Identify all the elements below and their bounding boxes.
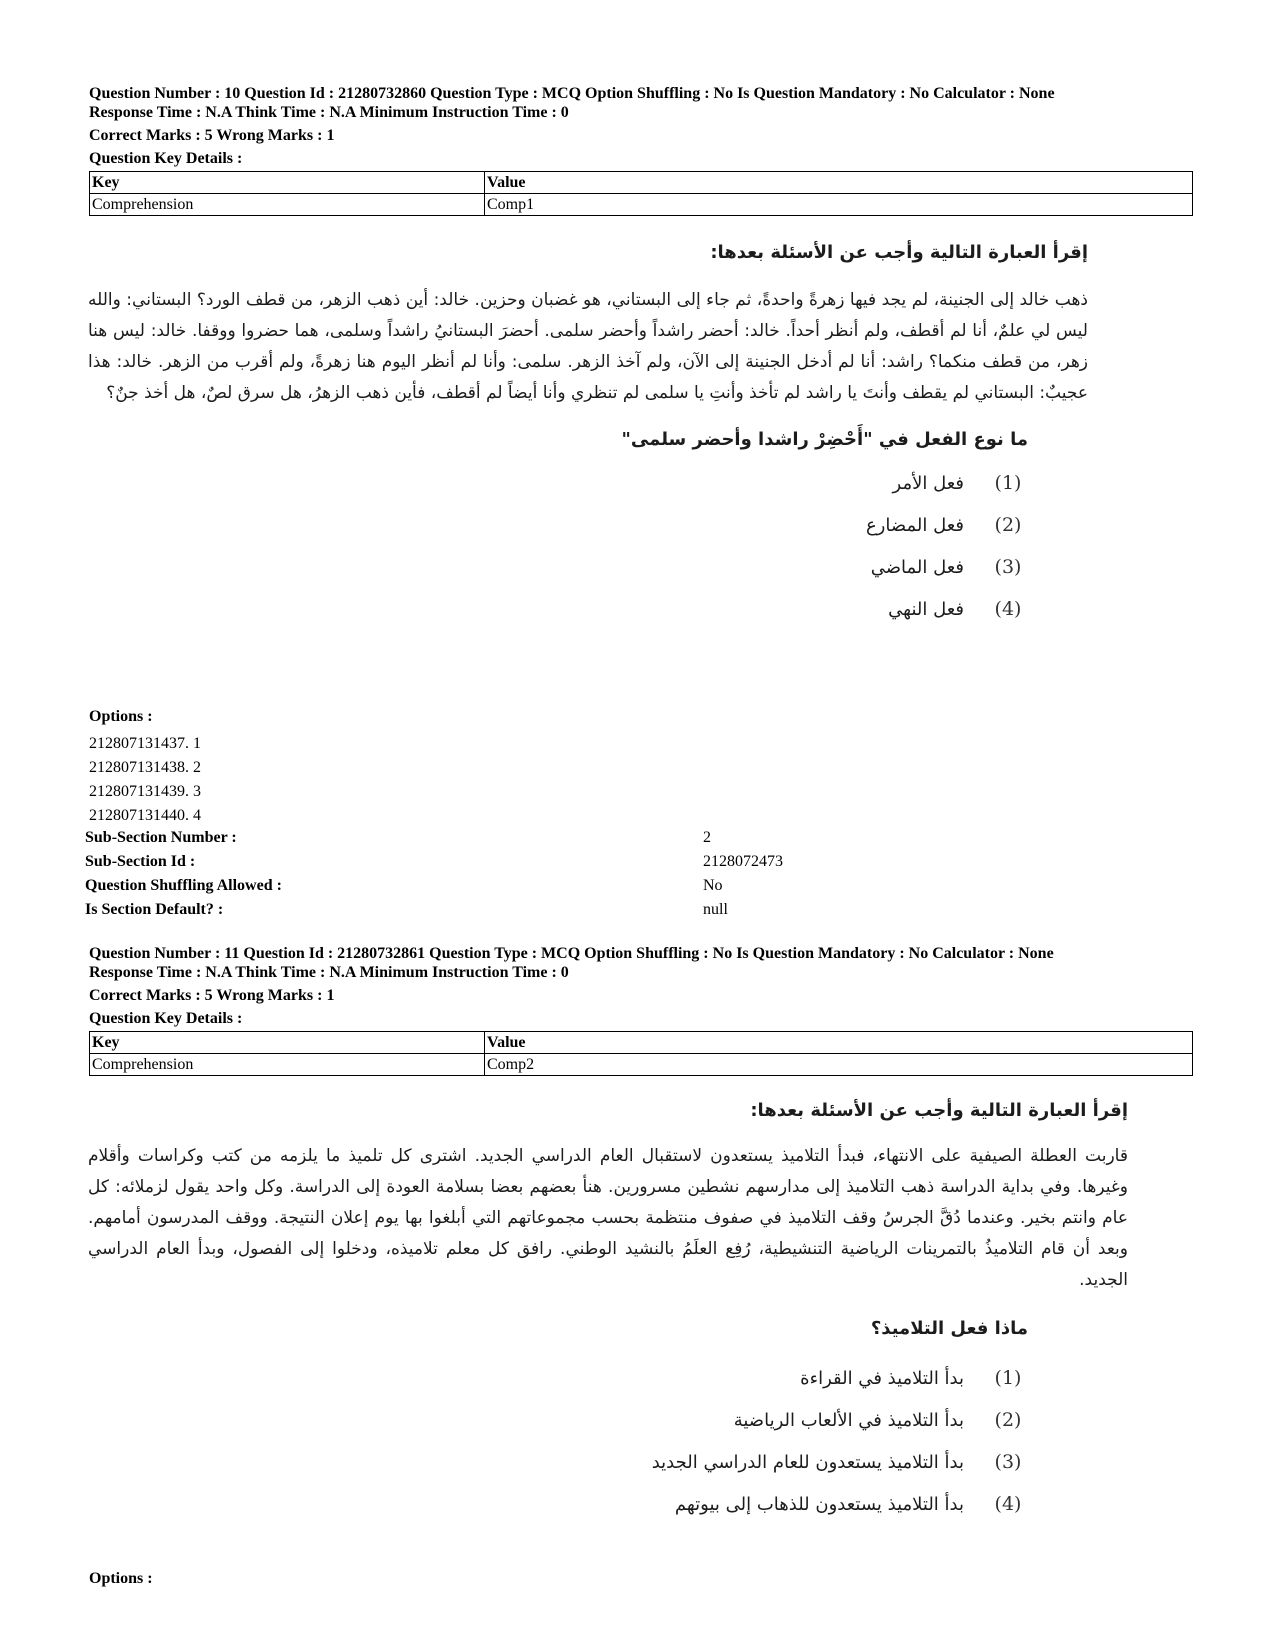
q10-header [89,84,1189,216]
q11-options-label: Options : [89,1570,153,1587]
table-header-value: Value [485,1032,1193,1054]
choice-text: فعل المضارع [865,514,964,536]
q11-key-table [89,1031,1193,1076]
q10-arabic-content [88,242,1088,630]
choice-text: بدأ التلاميذ يستعدون للعام الدراسي الجديد [651,1451,964,1473]
table-row [90,1054,1193,1076]
subsection-value: 2 [703,829,711,846]
table-cell-value: Comp2 [485,1054,1193,1076]
list-item [88,1399,1028,1441]
subsection-label: Sub-Section Number : [85,829,237,846]
list-item: 212807131439. 3 [89,783,201,800]
choice-number: (3) [994,556,1022,578]
choice-number: (2) [994,1409,1022,1431]
list-item [88,588,1028,630]
q10-options-list [89,732,201,828]
subsection-value: 2128072473 [703,853,783,870]
list-item [88,1357,1028,1399]
list-item [88,462,1028,504]
list-item: 212807131437. 1 [89,735,201,752]
list-item: 212807131438. 2 [89,759,201,776]
q10-meta-line2: Response Time : N.A Think Time : N.A Minimum Instruction Time : 0 [89,104,569,121]
table-header-row [90,172,1193,194]
choice-text: بدأ التلاميذ يستعدون للذهاب إلى بيوتهم [674,1493,964,1515]
subsection-value: No [703,877,723,894]
table-row [85,850,985,874]
table-header-key: Key [90,1032,485,1054]
subsection-label: Question Shuffling Allowed : [85,877,282,894]
subsection-value: null [703,901,728,918]
list-item [88,1441,1028,1483]
table-cell-key: Comprehension [90,1054,485,1076]
list-item: 212807131440. 4 [89,807,201,824]
q11-meta-line1: Question Number : 11 Question Id : 21280732861 Question Type : MCQ Option Shuffling : No Is Question Mandatory : No Calculator : None [89,945,1054,962]
list-item [88,504,1028,546]
table-row [85,898,985,922]
choice-number: (4) [994,598,1022,620]
list-item [88,546,1028,588]
subsection-label: Is Section Default? : [85,901,224,918]
q10-key-details-label: Question Key Details : [89,150,243,167]
choice-text: بدأ التلاميذ في الألعاب الرياضية [733,1409,964,1431]
choice-number: (3) [994,1451,1022,1473]
table-cell-key: Comprehension [90,194,485,216]
q11-choices [88,1357,1028,1525]
q10-key-table [89,171,1193,216]
q11-marks: Correct Marks : 5 Wrong Marks : 1 [89,987,335,1004]
choice-number: (1) [994,472,1022,494]
table-header-key: Key [90,172,485,194]
q11-arabic-content [88,1100,1128,1525]
table-header-row [90,1032,1193,1054]
choice-number: (4) [994,1493,1022,1515]
q11-question: ماذا فعل التلاميذ؟ [870,1318,1028,1339]
q11-header [89,944,1189,1076]
subsection-info [85,826,985,922]
q10-options-label: Options : [89,708,153,725]
q11-key-details-label: Question Key Details : [89,1010,243,1027]
table-row [90,194,1193,216]
table-row [85,826,985,850]
choice-number: (1) [994,1367,1022,1389]
q10-question: ما نوع الفعل في "أَحْضِرْ راشدا وأحضر سلمى" [621,429,1028,450]
list-item [88,1483,1028,1525]
q10-meta-line1: Question Number : 10 Question Id : 21280732860 Question Type : MCQ Option Shuffling : No Is Question Mandatory : No Calculator : None [89,85,1055,102]
q11-meta-line2: Response Time : N.A Think Time : N.A Minimum Instruction Time : 0 [89,964,569,981]
q11-passage: قاربت العطلة الصيفية على الانتهاء، فبدأ التلاميذ يستعدون لاستقبال العام الدراسي الجديد. اشترى كل تلميذ ما يلزمه من كتب وكراسات وأقلام وغيرها. وفي بداية الدراسة ذهب التلاميذ إلى مدارسهم نشطين مسرورين. هنأ بعضهم بعضا بسلامة العودة إلى الدراسة. وكل واحد يقول لزملائه: كل عام وانتم بخير. وعندما دُقَّ الجرسُ وقف التلاميذ في صفوف منتظمة بحسب مجموعاتهم التي أبلغوا بها يوم إعلان النتيجة. ووقف المدرسون أمامهم. وبعد أن قام التلاميذُ بالتمرينات الرياضية التنشيطية، رُفِع العلَمُ بالنشيد الوطني. رافق كل معلم تلاميذه، ودخلوا إلى الفصول، وبدأ العام الدراسي الجديد. [88,1146,1128,1290]
choice-text: بدأ التلاميذ في القراءة [800,1367,964,1389]
choice-text: فعل الأمر [892,472,964,494]
q11-instruction: إقرأ العبارة التالية وأجب عن الأسئلة بعدها: [750,1100,1128,1121]
q10-instruction: إقرأ العبارة التالية وأجب عن الأسئلة بعدها: [710,242,1088,263]
subsection-label: Sub-Section Id : [85,853,196,870]
q10-marks: Correct Marks : 5 Wrong Marks : 1 [89,127,335,144]
q10-choices [88,462,1028,630]
choice-text: فعل الماضي [870,556,964,578]
table-header-value: Value [485,172,1193,194]
table-row [85,874,985,898]
table-cell-value: Comp1 [485,194,1193,216]
choice-text: فعل النهي [888,598,964,620]
q10-passage: ذهب خالد إلى الجنينة، لم يجد فيها زهرةً واحدةً، ثم جاء إلى البستاني، هو غضبان وحزين. خالد: أين ذهب الزهر، من قطف الورد؟ البستاني: والله ليس لي علمٌ، أنا لم أقطف، ولم أنظر أحداً. خالد: أحضر راشداً وأحضر سلمى. أحضرَ البستانيُ راشداً وسلمى، هما حضروا ووقفا. خالد: ليس هنا زهر، من قطف منكما؟ راشد: أنا لم أدخل الجنينة إلى الآن، ولم آخذ الزهر. سلمى: وأنا لم أنظر اليوم هنا زهرةً، ولم أقرب من الزهر. خالد: هذا عجيبٌ: البستاني لم يقطف وأنتَ يا راشد لم تأخذ وأنتِ يا سلمى لم تنظري وأنا أيضاً لم أقطف، فأين ذهب الزهرُ، هل سرق لصٌ، هل أخذ جنٌ؟ [88,290,1088,403]
choice-number: (2) [994,514,1022,536]
